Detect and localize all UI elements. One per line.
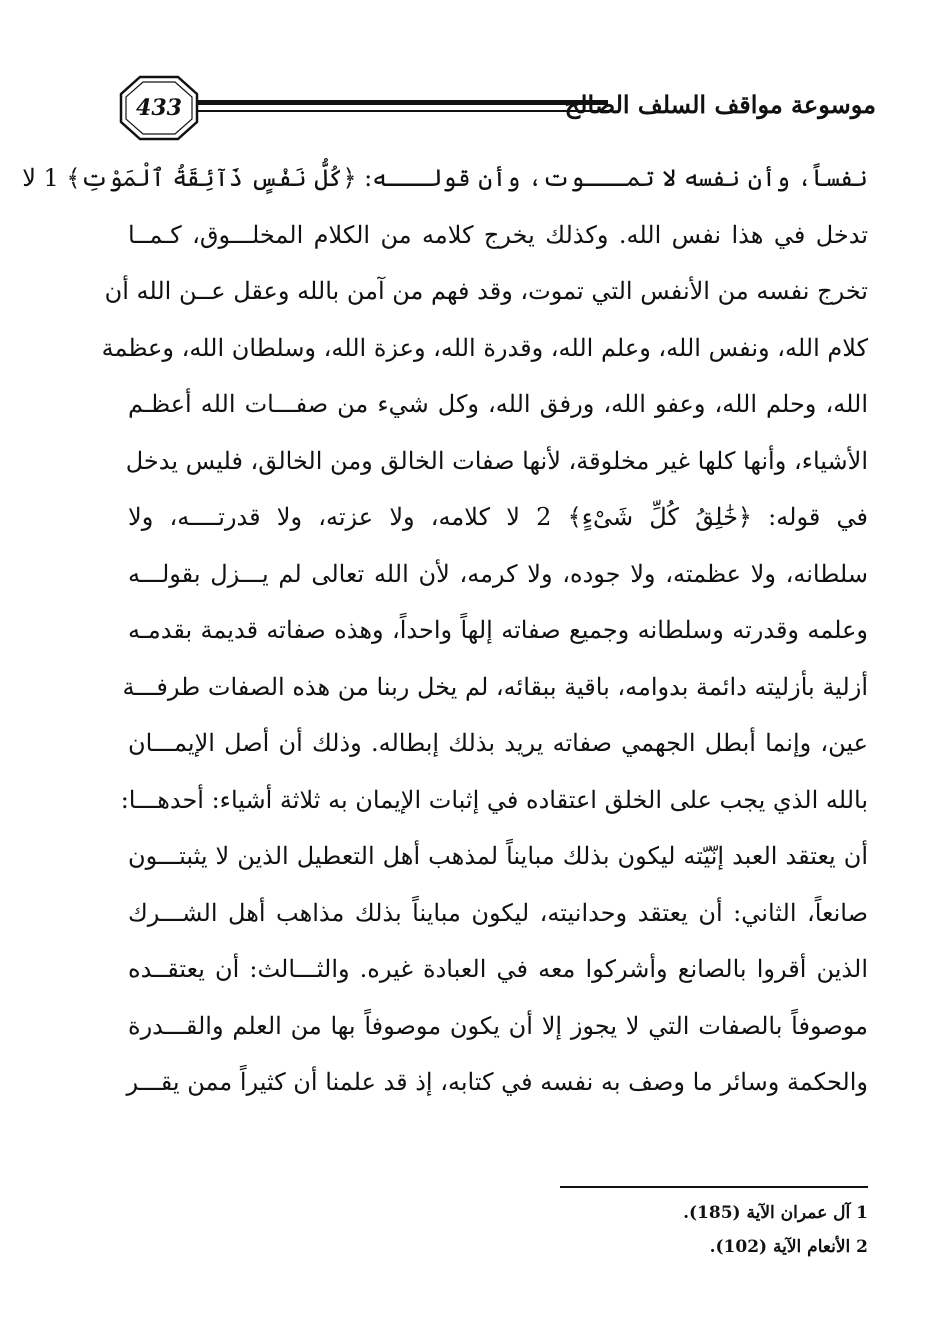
footnote: 1 آل عمران الآية (185). xyxy=(683,1203,868,1223)
text-line: تخرج نفسه من الأنفس التي تموت، وقد فهم من آمن بالله وعقل عــن الله أن xyxy=(104,277,868,305)
header-rule-thick xyxy=(196,100,608,105)
main-text xyxy=(22,150,868,1111)
series-title: موسوعة مواقف السلف الصالح xyxy=(564,90,876,119)
text-line: سلطانه، ولا عظمته، ولا جوده، ولا كرمه، لأن الله تعالى لم يـــزل بقولـــه xyxy=(128,559,868,588)
header-rule-thin xyxy=(196,110,608,112)
footnote: 2 الأنعام الآية (102). xyxy=(709,1237,868,1257)
text-line: أزلية بأزليته دائمة بدوامه، باقية ببقائه، لم يخل ربنا من هذه الصفات طرفـــة xyxy=(122,672,868,701)
text-line: الأشياء، وأنها كلها غير مخلوقة، لأنها صفات الخالق ومن الخالق، فليس يدخل xyxy=(125,446,868,475)
text-line: الله، وحلم الله، وعفو الله، ورفق الله، وكل شيء من صفـــات الله أعظـم xyxy=(128,390,868,418)
text-line: نفساً، وأن نفسه لا تمـــوت، وأن قولـــه: ﴿كُلُّ نَفْسٍ ذَآئِقَةُ ٱلْمَوْتِ﴾ 1 لا xyxy=(22,164,868,192)
footnote-separator xyxy=(560,1186,868,1188)
text-line: بالله الذي يجب على الخلق اعتقاده في إثبات الإيمان به ثلاثة أشياء: أحدهـــا: xyxy=(120,785,868,814)
text-line: وعلمه وقدرته وسلطانه وجميع صفاته إلهاً واحداً، وهذه صفاته قديمة بقدمـه xyxy=(128,616,868,644)
footnotes xyxy=(560,1196,868,1264)
text-line: كلام الله، ونفس الله، وعلم الله، وقدرة الله، وعزة الله، وسلطان الله، وعظمة xyxy=(101,333,868,362)
text-line: الذين أقروا بالصانع وأشركوا معه في العبادة غيره. والثـــالث: أن يعتقــده xyxy=(128,955,868,983)
text-line: أن يعتقد العبد إنّيّته ليكون بذلك مبايناً لمذهب أهل التعطيل الذين لا يثبتـــون xyxy=(128,842,868,870)
text-line: في قوله: ﴿خَٰلِقُ كُلِّ شَىْءٍ﴾ 2 لا كلامه، ولا عزته، ولا قدرتــــه، ولا xyxy=(128,503,868,531)
text-line: تدخل في هذا نفس الله. وكذلك يخرج كلامه من الكلام المخلـــوق، كـمــا xyxy=(128,220,868,249)
text-line: عين، وإنما أبطل الجهمي صفاته يريد بذلك إبطاله. وذلك أن أصل الإيمـــان xyxy=(128,729,868,757)
page-header xyxy=(0,0,927,160)
text-line: صانعاً، الثاني: أن يعتقد وحدانيته، ليكون مبايناً بذلك مذاهب أهل الشـــرك xyxy=(128,898,868,927)
text-line: والحكمة وسائر ما وصف به نفسه في كتابه، إذ قد علمنا أن كثيراً ممن يقـــر xyxy=(126,1068,868,1096)
text-line: موصوفاً بالصفات التي لا يجوز إلا أن يكون موصوفاً بها من العلم والقـــدرة xyxy=(128,1011,868,1040)
page-number: 433 xyxy=(136,95,182,121)
page-number-badge xyxy=(118,74,200,142)
